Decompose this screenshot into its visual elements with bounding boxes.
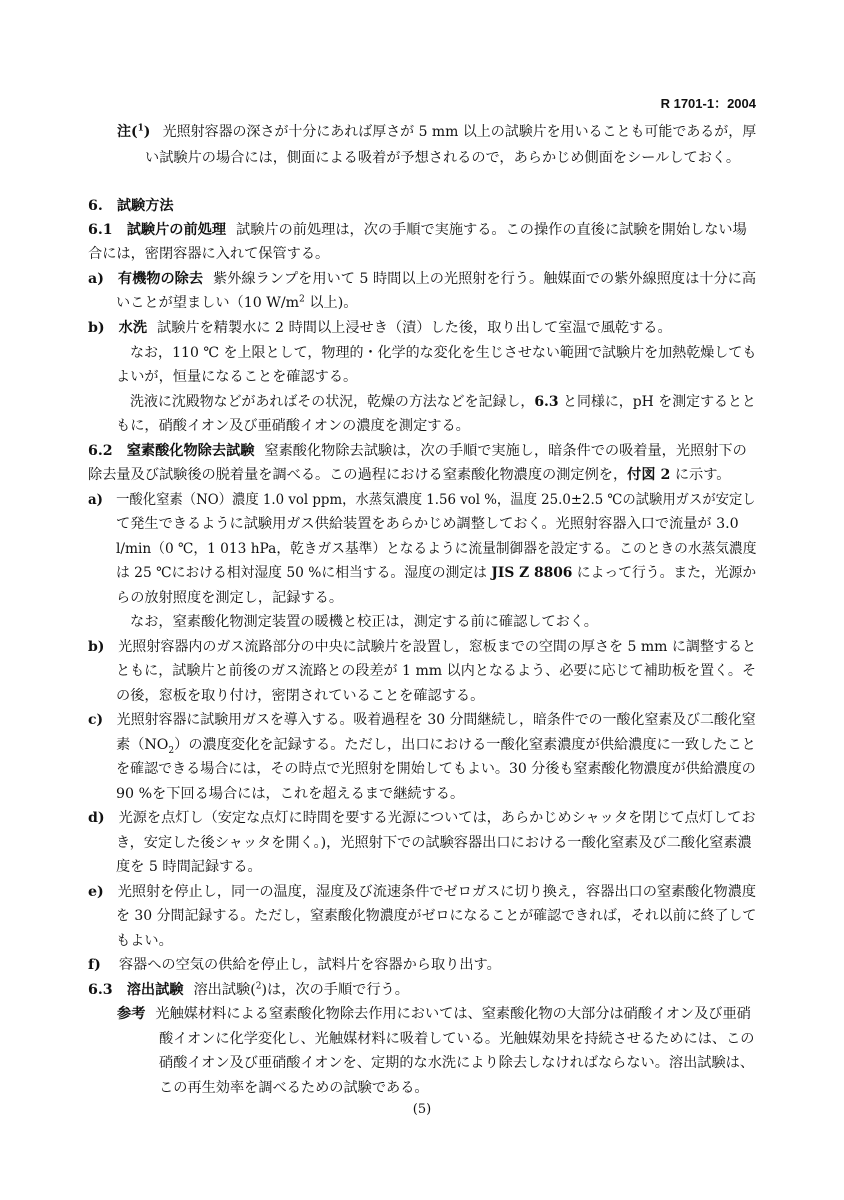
reference-note-line-1: 参考 光触媒材料による窒素酸化物除去作用においては、窒素酸化物の大部分は硝酸イオン及び亜硝	[117, 1006, 751, 1022]
section-6-1-line-2: 合には，密閉容器に入れて保管する。	[88, 246, 330, 262]
item-6-2-a-line-5: らの放射照度を測定し，記録する。	[116, 590, 344, 606]
standard-number: R 1701-1：2004	[660, 96, 756, 111]
item-6-2-b-line-3: の後，窓板を取り付け，密閉されていることを確認する。	[116, 688, 485, 704]
item-6-2-d-line-3: 度を 5 時間記録する。	[116, 859, 262, 875]
note-1-line-2: い試験片の場合には，側面による吸着が予想されるので，あらかじめ側面をシールしておく。	[145, 150, 741, 166]
item-6-2-e-line-3: もよい。	[116, 933, 173, 949]
item-6-2-c-line-1: c) 光照射容器に試験用ガスを導入する。吸着過程を 30 分間継続し，暗条件での一酸化窒素及び二酸化窒	[88, 712, 756, 728]
item-6-2-c-line-4: 90 %を下回る場合には，これを超えるまで継続する。	[116, 786, 465, 802]
item-6-1-a-line-2: いことが望ましい（10 $W/m^2$ 以上)。	[116, 294, 358, 311]
item-6-2-a-line-1: a) 一酸化窒素（NO）濃度 1.0 vol ppm，水蒸気濃度 1.56 vol %，温度 25.0±2.5 ℃の試験用ガスが安定し	[88, 492, 756, 508]
item-6-1-b-para2-line-2: よいが，恒量になることを確認する。	[116, 369, 358, 385]
item-6-1-a-line-1: a) 有機物の除去 紫外線ランプを用いて 5 時間以上の光照射を行う。触媒面での紫外線照度は十分に高	[88, 271, 757, 287]
reference-note-line-2: 酸イオンに化学変化し、光触媒材料に吸着している。光触媒効果を持続させるためには、この	[159, 1031, 755, 1047]
item-6-1-b-para3-line-1: 洗液に沈殿物などがあればその状況，乾燥の方法などを記録し，6.3 と同様に，pH を測定するとと	[130, 394, 756, 410]
item-6-2-e-line-2: を 30 分間記録する。ただし，窒素酸化物濃度がゼロになることが確認できれば，それ以前に終了して	[116, 908, 757, 924]
section-6-3-line-1: 6.3 溶出試験 溶出試験($^2$)は，次の手順で行う。	[88, 981, 409, 998]
section-6-heading: 6. 試験方法	[88, 198, 174, 214]
item-6-2-a-line-4: は 25 ℃における相対湿度 50 %に相当する。湿度の測定は JIS Z 8806 によって行う。また，光源か	[116, 565, 757, 581]
item-6-2-a-line-2: て発生できるように試験用ガス供給装置をあらかじめ調整しておく。光照射容器入口で流量が 3.0	[116, 516, 739, 532]
reference-note-line-4: この再生効率を調べるための試験である。	[159, 1080, 429, 1096]
reference-label: 参考	[117, 1006, 146, 1022]
item-6-1-b-para2-line-1: なお，110 ℃ を上限として，物理的・化学的な変化を生じさせない範囲で試験片を加熱乾燥しても	[130, 345, 757, 361]
item-6-2-c-line-2: 素$(NO_2)$の濃度変化を記録する。ただし，出口における一酸化窒素濃度が供給濃度に一致したこと	[116, 737, 756, 756]
section-6-1-line-1: 6.1 試験片の前処理 試験片の前処理は，次の手順で実施する。この操作の直後に試験を開始しない場	[88, 222, 747, 238]
item-6-2-f-line-1: f) 容器への空気の供給を停止し，試料片を容器から取り出す。	[88, 957, 501, 973]
item-6-2-a-line-3: l/min（0 ℃，1 013 hPa，乾きガス基準）となるように流量制御器を設定する。このときの水蒸気濃度	[116, 541, 757, 557]
item-6-2-e-line-1: e) 光照射を停止し，同一の温度，湿度及び流速条件でゼロガスに切り換え，容器出口の窒素酸化物濃度	[88, 884, 757, 900]
item-6-2-b-line-1: b) 光照射容器内のガス流路部分の中央に試験片を設置し，窓板までの空間の厚さを 5 mm に調整すると	[88, 639, 757, 655]
section-6-2-line-2: 除去量及び試験後の脱着量を調べる。この過程における窒素酸化物濃度の測定例を，付図 2 に示す。	[88, 467, 731, 483]
page-number: (5)	[412, 1102, 432, 1117]
item-6-1-b-line-1: b) 水洗 試験片を精製水に 2 時間以上浸せき（漬）した後，取り出して室温で風乾する。	[88, 320, 672, 336]
item-6-1-b-para3-line-2: もに，硝酸イオン及び亜硝酸イオンの濃度を測定する。	[116, 418, 470, 434]
item-6-2-c-line-3: を確認できる場合には，その時点で光照射を開始してもよい。30 分後も窒素酸化物濃度が供給濃度の	[116, 761, 756, 777]
note-label: 注($^1$)	[117, 123, 151, 140]
item-6-2-b-line-2: ともに，試験片と前後のガス流路との段差が 1 mm 以内となるよう、必要に応じて補助板を置く。そ	[116, 663, 757, 679]
item-6-2-d-line-2: き，安定した後シャッタを開く。)，光照射下での試験容器出口における一酸化窒素及び二酸化窒素濃	[116, 835, 752, 851]
note-1-line-1: 注($^1$) 光照射容器の深さが十分にあれば厚さが 5 mm 以上の試験片を用いることも可能であるが，厚	[117, 123, 757, 140]
item-6-2-d-line-1: d) 光源を点灯し（安定な点灯に時間を要する光源については，あらかじめシャッタを閉じて点灯してお	[88, 810, 756, 826]
item-6-2-a-para2: なお，窒素酸化物測定装置の暖機と校正は，測定する前に確認しておく。	[130, 614, 598, 630]
reference-note-line-3: 硝酸イオン及び亜硝酸イオンを、定期的な水洗により除去しなければならない。溶出試験は、	[159, 1055, 755, 1071]
section-6-2-line-1: 6.2 窒素酸化物除去試験 窒素酸化物除去試験は，次の手順で実施し，暗条件での吸着量，光照射下の	[88, 443, 747, 459]
